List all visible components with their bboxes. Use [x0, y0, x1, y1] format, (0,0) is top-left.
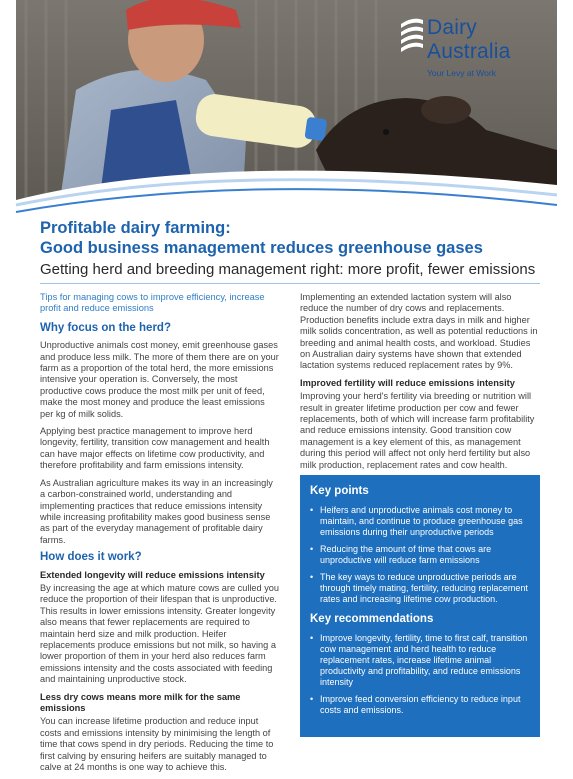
right-column	[300, 292, 540, 477]
list-item: • Reducing the amount of time that cows are unproductive will reduce farm emissions	[310, 544, 530, 566]
dry-cows-heading: Less dry cows means more milk for the same emissions	[40, 691, 241, 713]
key-points-box	[300, 475, 540, 737]
left-column	[40, 292, 280, 779]
logo-text-australia: Australia	[427, 40, 511, 63]
why-heading: Why focus on the herd?	[40, 321, 171, 334]
page-title-line2: Good business management reduces greenhouse gases	[40, 239, 483, 257]
why-paragraph-2: Applying best practice management to improve herd longevity, fertility, transition cow management and health can have major effects on lifetime cow productivity, and therefore profitability and farm emissions intensity.	[40, 426, 270, 471]
fertility-paragraph: Improving your herd's fertility via breeding or nutrition will result in greater lifetime production per cow and fewer replacements, both of which will increase farm profitability and reduce emissions intensity. Good transition cow management is a key element of this, as management during this period will affect not only herd fertility but also milk production, replacement rates and cow health.	[300, 391, 535, 470]
intro-text: Tips for managing cows to improve efficiency, increase profit and reduce emissions	[40, 292, 265, 314]
logo-text-dairy: Dairy	[427, 16, 478, 39]
dry-cows-paragraph: You can increase lifetime production and reduce input costs and emissions intensity by minimising the length of time that cows spend in dry periods. Reducing the time to first calving by ensuring heifers are suitably managed to calve at 24 months is one way to achieve this.	[40, 716, 274, 773]
lactation-paragraph: Implementing an extended lactation system will also reduce the number of dry cows and replacements. Production benefits include extra days in milk and higher milk solids concentration, as well as potential reductions in breeding and animal health costs, and workload. Studies on Australian dairy systems have shown that extended lactation systems reduced replacement rates by 9%.	[300, 292, 538, 371]
longevity-heading: Extended longevity will reduce emissions intensity	[40, 569, 265, 580]
title-divider	[40, 283, 540, 284]
why-paragraph-1: Unproductive animals cost money, emit greenhouse gases and produce less milk. The more of them there are on your farm as a proportion of the total herd, the more emissions intensive your operation is. Conversely, the most productive cows produce the most milk per unit of feed, make the most money and produce the least emissions per kg of milk solids.	[40, 340, 279, 419]
how-heading: How does it work?	[40, 551, 142, 564]
page-subtitle: Getting herd and breeding management right: more profit, fewer emissions	[40, 261, 536, 278]
list-item: • Heifers and unproductive animals cost money to maintain, and continue to produce greenhouse gas emissions during their unproductive periods	[310, 505, 530, 538]
list-item: • The key ways to reduce unproductive periods are through timely mating, fertility, reducing replacement rates and increasing lifetime cow production.	[310, 572, 530, 605]
dairy-australia-logo	[399, 6, 559, 86]
logo-wave-icon	[399, 16, 425, 56]
fertility-heading: Improved fertility will reduce emissions intensity	[300, 377, 515, 388]
longevity-paragraph: By increasing the age at which mature cows are culled you reduce the proportion of their lifespan that is unproductive. This results in lower emissions intensity. Greater longevity also means that fewer replacements are required to maintain herd size and milk production. Heifer replacements produce emissions but not milk, so having a lower proportion of them in your herd also reduces farm emissions intensity and the costs associated with feeding and maintaining unproductive stock.	[40, 582, 280, 685]
key-recommendations-heading: Key recommendations	[310, 613, 434, 625]
why-paragraph-3: As Australian agriculture makes its way in an increasingly a carbon-constrained world, understanding and implementing practices that reduce emissions intensity while increasing profitability makes good business sense as part of the everyday management of profitable dairy farms.	[40, 477, 273, 545]
key-points-list	[310, 505, 530, 605]
list-item: • Improve feed conversion efficiency to reduce input costs and emissions.	[310, 694, 530, 716]
title-block	[40, 218, 540, 281]
page-title: Profitable dairy farming:	[40, 219, 231, 237]
key-points-heading: Key points	[310, 485, 369, 497]
logo-tagline: Your Levy at Work	[427, 68, 496, 78]
header-photo	[16, 0, 557, 228]
key-recommendations-list	[310, 633, 530, 716]
list-item: • Improve longevity, fertility, time to first calf, transition cow management and herd health to reduce replacement rates, increase lifetime animal productivity and profitability, and reduce emissions intensity	[310, 633, 530, 688]
